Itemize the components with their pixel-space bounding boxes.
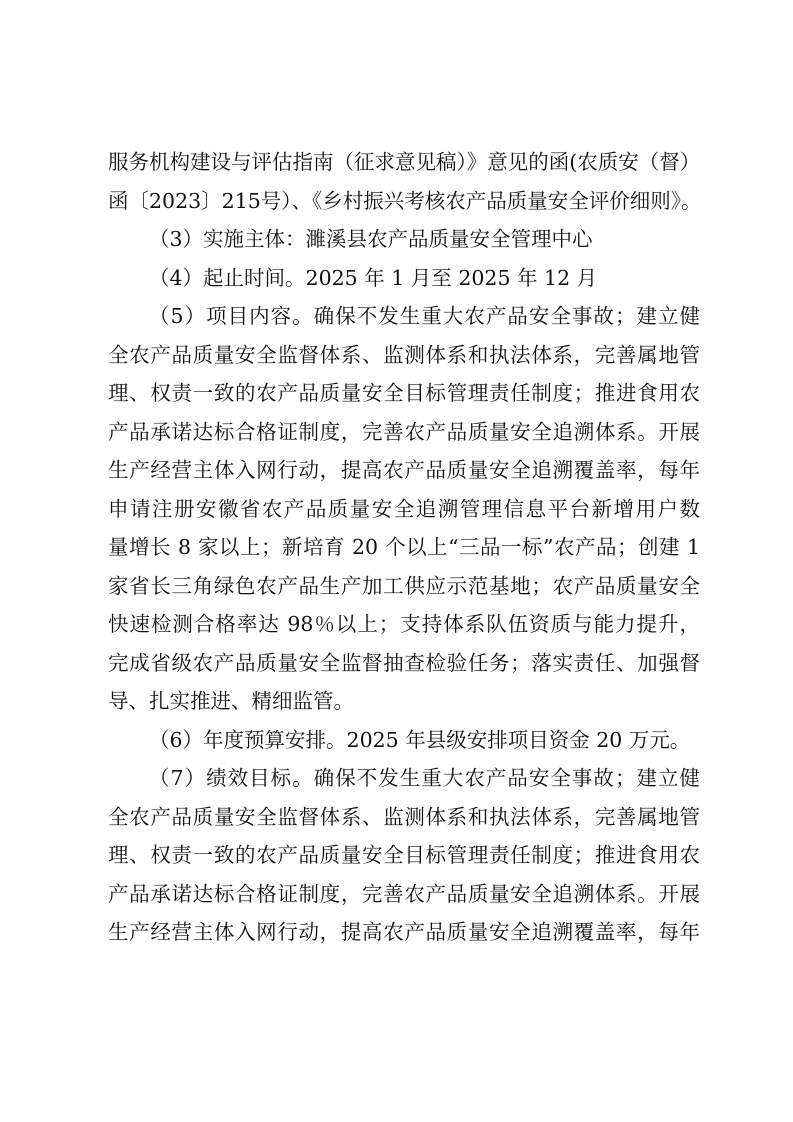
text-line: （7）绩效目标。确保不发生重大农产品安全事故；建立健 [149, 766, 700, 790]
text-line: 完成省级农产品质量安全监督抽查检验任务；落实责任、加强督 [108, 650, 700, 675]
text-line: 生产经营主体入网行动，提高农产品质量安全追溯覆盖率，每年 [108, 458, 700, 482]
text-line: （4）起止时间。2025 年 1 月至 2025 年 12 月 [149, 265, 598, 290]
text-line: 理、权责一致的农产品质量安全目标管理责任制度；推进食用农 [108, 843, 700, 867]
text-line: 服务机构建设与评估指南（征求意见稿）》意见的函(农质安（督） [108, 150, 701, 174]
text-line: （6）年度预算安排。2025 年县级安排项目资金 20 万元。 [149, 727, 691, 752]
text-line: 申请注册安徽省农产品质量安全追溯管理信息平台新增用户数 [108, 496, 700, 521]
text-line: 量增长 8 家以上；新培育 20 个以上“三品一标”农产品；创建 1 [108, 535, 700, 559]
text-line: 理、权责一致的农产品质量安全目标管理责任制度；推进食用农 [108, 381, 700, 405]
text-line: 全农产品质量安全监督体系、监测体系和执法体系，完善属地管 [108, 804, 700, 829]
text-line: 全农产品质量安全监督体系、监测体系和执法体系，完善属地管 [108, 342, 700, 367]
text-line: 家省长三角绿色农产品生产加工供应示范基地；农产品质量安全 [108, 573, 700, 598]
text-line: 生产经营主体入网行动，提高农产品质量安全追溯覆盖率，每年 [108, 920, 700, 944]
document-body [108, 143, 700, 952]
text-line: 函〔2023〕215号）、《乡村振兴考核农产品质量安全评价细则》。 [108, 188, 702, 213]
text-line: （3）实施主体：濉溪县农产品质量安全管理中心 [149, 227, 593, 251]
text-line: 导、扎实推进、精细监管。 [108, 689, 354, 713]
text-line: 快速检测合格率达 98％以上；支持体系队伍资质与能力提升， [108, 612, 700, 636]
text-line: （5）项目内容。确保不发生重大农产品安全事故；建立健 [149, 304, 700, 328]
text-line: 产品承诺达标合格证制度，完善农产品质量安全追溯体系。开展 [108, 881, 700, 906]
text-line: 产品承诺达标合格证制度，完善农产品质量安全追溯体系。开展 [108, 419, 700, 444]
